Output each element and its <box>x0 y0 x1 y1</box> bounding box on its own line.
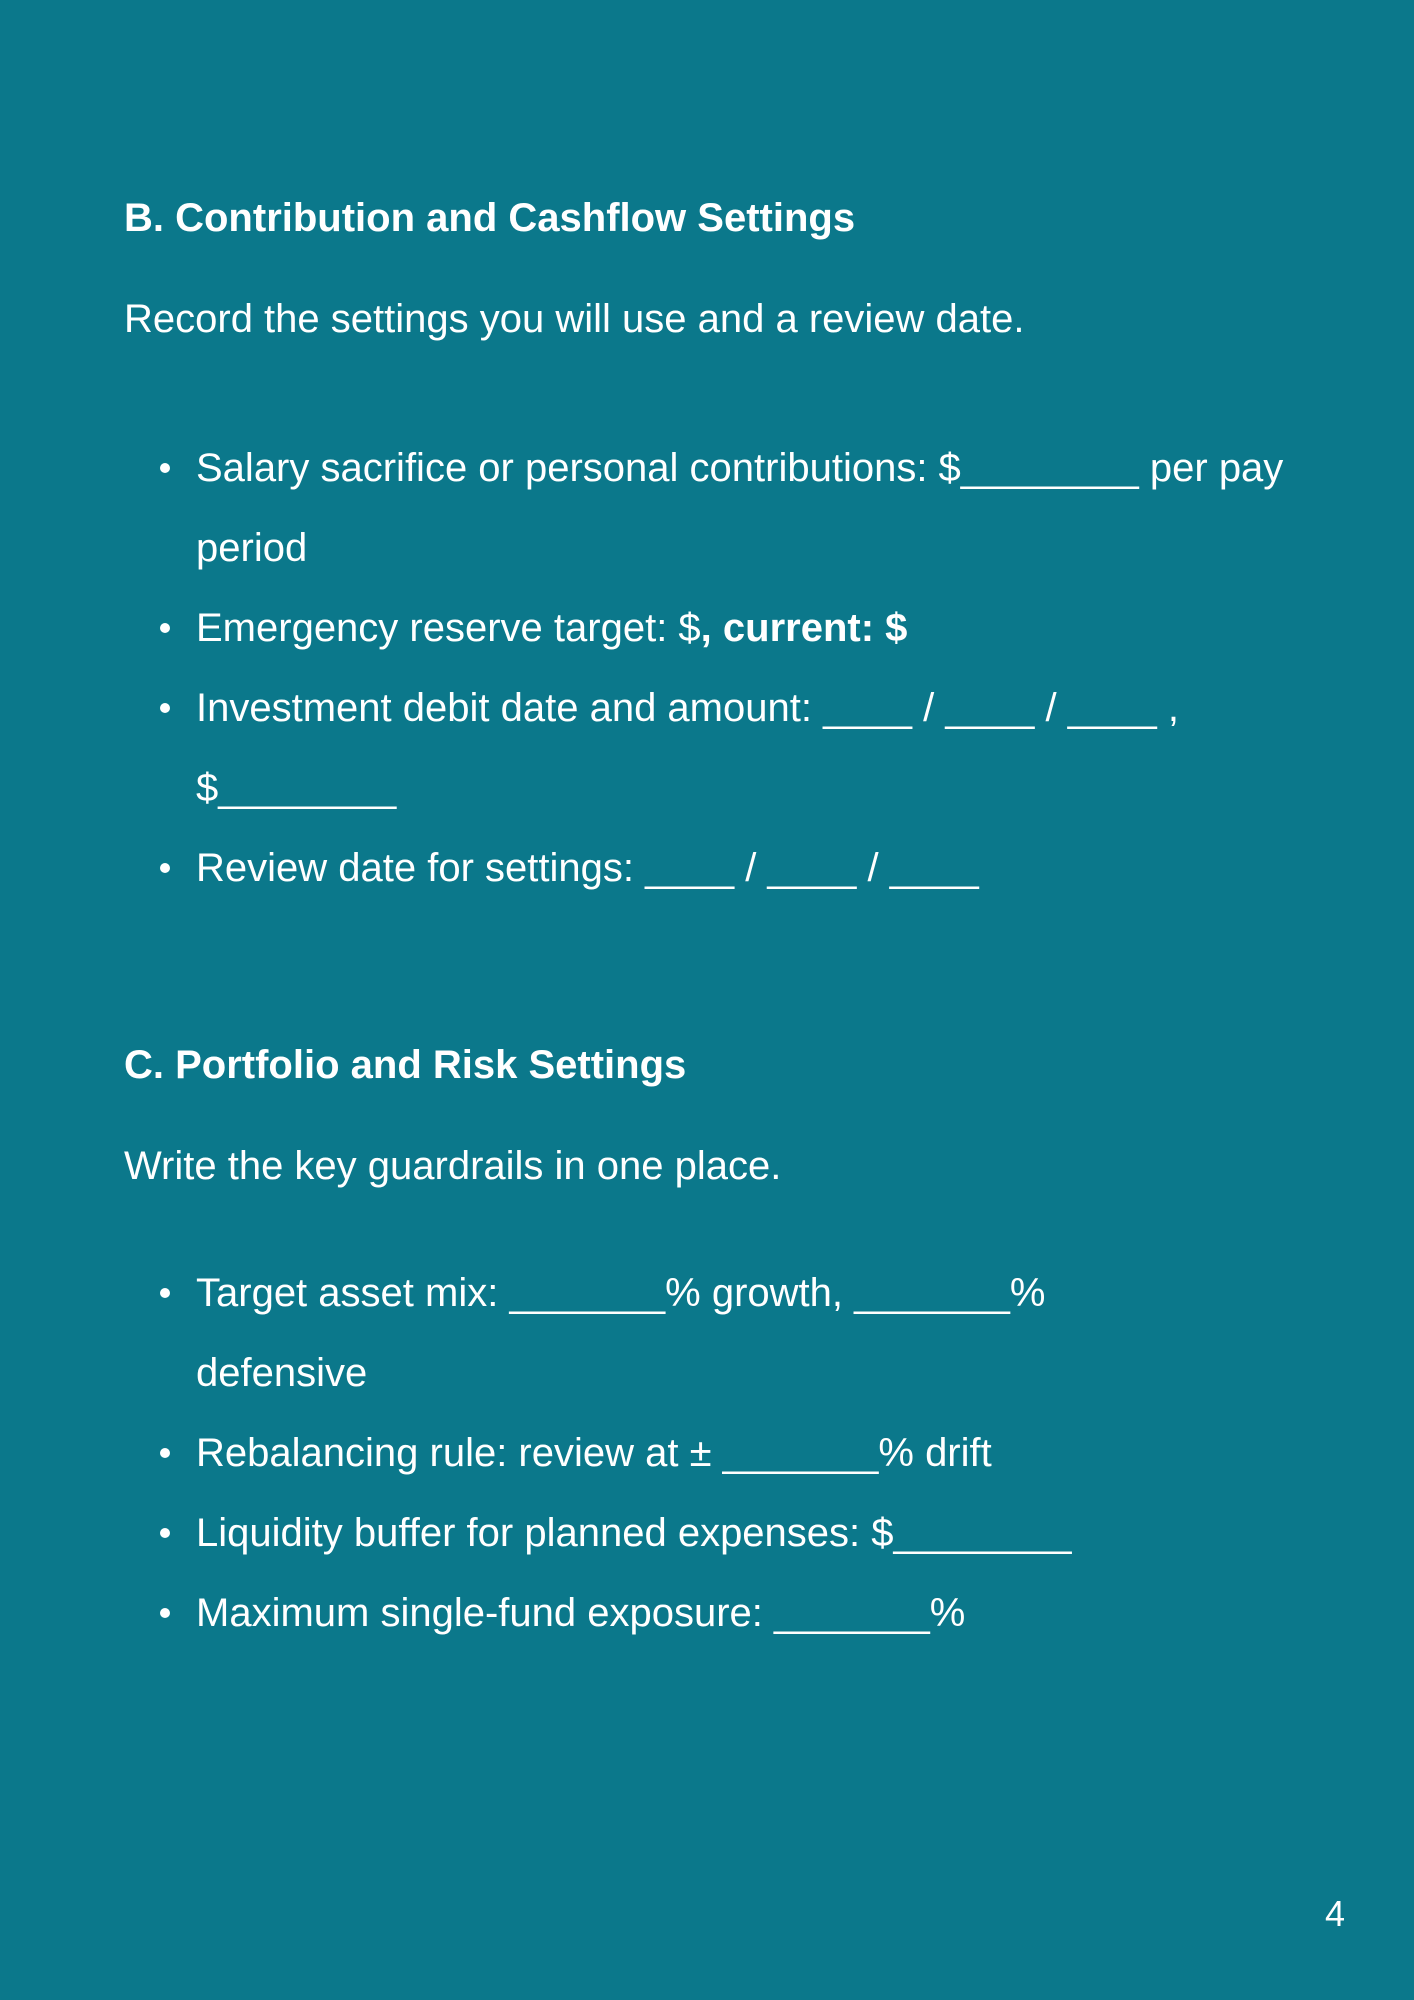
list-item <box>124 1573 1346 1653</box>
list-item <box>124 668 1376 828</box>
list-item-text: Liquidity buffer for planned expenses: $________ <box>196 1511 1072 1555</box>
list-item <box>124 428 1346 588</box>
section-c-title: C. Portfolio and Risk Settings <box>124 1043 687 1087</box>
page-number: 4 <box>1324 1893 1345 1934</box>
list-item-text: Emergency reserve target: $ <box>196 606 701 650</box>
section-b-list <box>124 428 1290 908</box>
list-item <box>124 1493 1346 1573</box>
list-item-bold-suffix: , current: $ <box>700 606 908 650</box>
list-item-text: Rebalancing rule: review at ± _______% drift <box>196 1431 992 1475</box>
list-item <box>124 1253 1196 1413</box>
section-b-title: B. Contribution and Cashflow Settings <box>124 196 856 240</box>
list-item-text: Maximum single-fund exposure: _______% <box>196 1591 966 1635</box>
list-item-text: Target asset mix: _______% growth, _______% defensive <box>196 1271 1046 1395</box>
section-b-intro: Record the settings you will use and a review date. <box>124 297 1025 341</box>
list-item-text: Review date for settings: ____ / ____ / ____ <box>196 846 979 890</box>
list-item <box>124 1413 1346 1493</box>
list-item-text: Investment debit date and amount: ____ / ____ / ____ , $________ <box>196 686 1179 810</box>
section-c-intro: Write the key guardrails in one place. <box>124 1144 782 1188</box>
section-c-list <box>124 1253 1290 1653</box>
list-item-text: Salary sacrifice or personal contributions: $________ per pay period <box>196 446 1284 570</box>
list-item <box>124 828 1346 908</box>
list-item <box>124 588 1346 668</box>
